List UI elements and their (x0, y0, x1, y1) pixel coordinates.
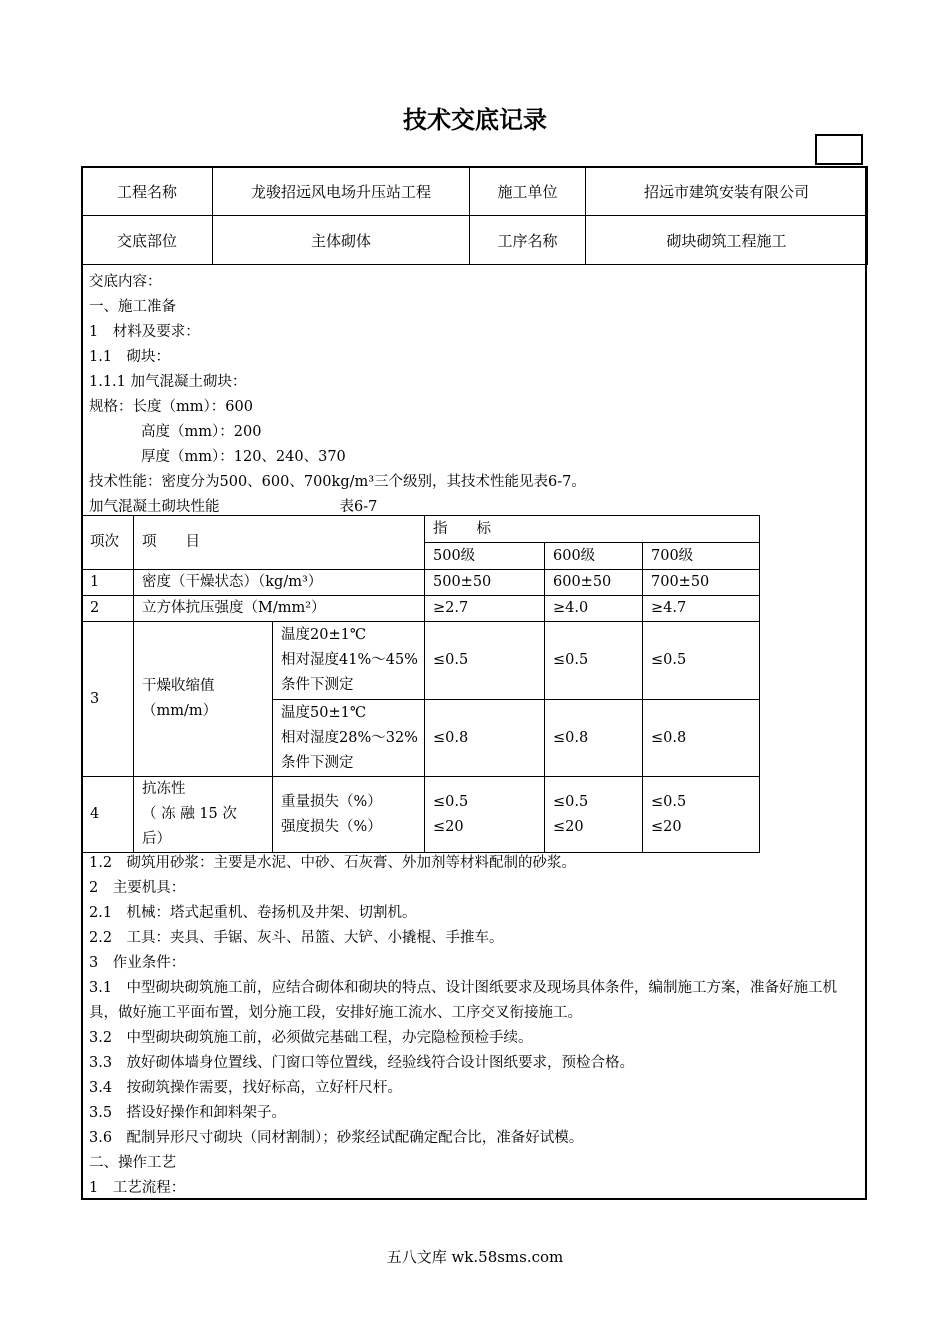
content-line: 1.1 砌块： (89, 349, 171, 365)
item-line: 抗冻性 (142, 781, 186, 797)
row3-no: 3 (82, 622, 134, 777)
row3-cond-1 (273, 622, 425, 700)
row3-cond-2 (273, 700, 425, 777)
part-label: 交底部位 (82, 216, 213, 265)
table-number: 表6-7 (339, 499, 378, 515)
content-line: 3.4 按砌筑操作需要，找好标高，立好杆尺杆。 (89, 1080, 403, 1096)
row4-v500 (425, 777, 545, 853)
project-label: 工程名称 (82, 167, 213, 216)
row2-item: 立方体抗压强度（M/mm²） (134, 596, 425, 622)
tech-performance-line: 技术性能：密度分为500、600、700kg/m³三个级别，其技术性能见表6-7。 (89, 474, 586, 490)
cond-line: 重量损失（%） (281, 793, 382, 810)
row2-v500: ≥2.7 (425, 596, 545, 622)
th-no: 项次 (82, 516, 134, 570)
row3-item-unit: （mm/m） (142, 703, 218, 719)
row4-item (134, 777, 273, 853)
th-index: 指 标 (425, 516, 760, 543)
row1-v600: 600±50 (545, 570, 643, 596)
part-value: 主体砌体 (213, 216, 470, 265)
row3a-v600: ≤0.5 (545, 622, 643, 700)
cond-line: 相对湿度41%～45% (281, 652, 418, 668)
process-label: 工序名称 (470, 216, 586, 265)
row4-v600 (545, 777, 643, 853)
row3a-v700: ≤0.5 (643, 622, 760, 700)
table-caption-text: 加气混凝土砌块性能 (89, 499, 220, 515)
row1-v500: 500±50 (425, 570, 545, 596)
content-line: 3.2 中型砌块砌筑施工前，必须做完基础工程，办完隐检预检手续。 (89, 1030, 533, 1046)
content-after-table (89, 851, 859, 1201)
cond-line: 温度20±1℃ (281, 627, 367, 643)
unit-value: 招远市建筑安装有限公司 (586, 167, 868, 216)
project-value: 龙骏招远风电场升压站工程 (213, 167, 470, 216)
spec-line: 高度（mm）：200 (141, 424, 262, 440)
header-table (81, 166, 868, 265)
row3-item (134, 622, 273, 777)
row4-v700 (643, 777, 760, 853)
cond-line: 温度50±1℃ (281, 704, 367, 721)
content-line: 2 主要机具： (89, 880, 186, 896)
cond-line: 相对湿度28%～32% (281, 729, 418, 746)
content-line: 交底内容： (89, 274, 162, 290)
row1-no: 1 (82, 570, 134, 596)
content-line: 3.6 配制异形尺寸砌块（同材割制）；砂浆经试配确定配合比，准备好试模。 (89, 1130, 584, 1146)
content-line: 一、施工准备 (89, 299, 176, 315)
unit-label: 施工单位 (470, 167, 586, 216)
row3b-v600: ≤0.8 (545, 700, 643, 777)
content-line: 1 材料及要求： (89, 324, 200, 340)
row4-cond (273, 777, 425, 853)
row3-item-name: 干燥收缩值 (142, 678, 215, 694)
document-title: 技术交底记录 (403, 106, 547, 134)
footer-watermark: 五八文库 wk.58sms.com (386, 1248, 564, 1266)
performance-table (81, 515, 760, 853)
value-line: ≤20 (553, 818, 584, 835)
content-line: 二、操作工艺 (89, 1155, 176, 1171)
th-item: 项 目 (134, 516, 425, 570)
item-line: （ 冻 融 15 次 (142, 806, 237, 822)
spec-line: 厚度（mm）：120、240、370 (141, 449, 346, 465)
row3a-v500: ≤0.5 (425, 622, 545, 700)
value-line: ≤0.5 (553, 793, 589, 810)
content-line: 3.3 放好砌体墙身位置线、门窗口等位置线，经验线符合设计图纸要求，预检合格。 (89, 1055, 635, 1071)
row2-no: 2 (82, 596, 134, 622)
content-line: 2.2 工具：夹具、手锯、灰斗、吊篮、大铲、小撬棍、手推车。 (89, 930, 504, 946)
content-paragraph: 3.1 中型砌块砌筑施工前，应结合砌体和砌块的特点、设计图纸要求及现场具体条件，编制施工方案，准备好施工机具，做好施工平面布置，划分施工段，安排好施工流水、工序交叉衔接施工。 (89, 980, 838, 1021)
row1-v700: 700±50 (643, 570, 760, 596)
content-line: 1.2 砌筑用砂浆：主要是水泥、中砂、石灰膏、外加剂等材料配制的砂浆。 (89, 855, 577, 871)
value-line: ≤0.5 (433, 793, 469, 810)
value-line: ≤0.5 (651, 793, 687, 810)
cond-line: 强度损失（%） (281, 818, 382, 835)
row3b-v500: ≤0.8 (425, 700, 545, 777)
row1-item: 密度（干燥状态）（kg/m³） (134, 570, 425, 596)
th-grade-700: 700级 (643, 543, 760, 570)
content-line: 3 作业条件： (89, 955, 186, 971)
content-line: 3.5 搭设好操作和卸料架子。 (89, 1105, 287, 1121)
value-line: ≤20 (651, 818, 682, 835)
content-line: 1 工艺流程： (89, 1180, 186, 1196)
content-line: 2.1 机械：塔式起重机、卷扬机及井架、切割机。 (89, 905, 417, 921)
cond-line: 条件下测定 (281, 677, 354, 693)
row2-v700: ≥4.7 (643, 596, 760, 622)
value-line: ≤20 (433, 818, 464, 835)
content-line: 规格：长度（mm）：600 (89, 399, 253, 415)
process-value: 砌块砌筑工程施工 (586, 216, 868, 265)
th-grade-500: 500级 (425, 543, 545, 570)
content-before-table (89, 270, 859, 520)
row4-no: 4 (82, 777, 134, 853)
row3b-v700: ≤0.8 (643, 700, 760, 777)
th-grade-600: 600级 (545, 543, 643, 570)
row2-v600: ≥4.0 (545, 596, 643, 622)
cond-line: 条件下测定 (281, 754, 354, 771)
record-number-box (815, 134, 863, 165)
item-line: 后） (142, 831, 171, 847)
content-line: 1.1.1 加气混凝土砌块： (89, 374, 247, 390)
